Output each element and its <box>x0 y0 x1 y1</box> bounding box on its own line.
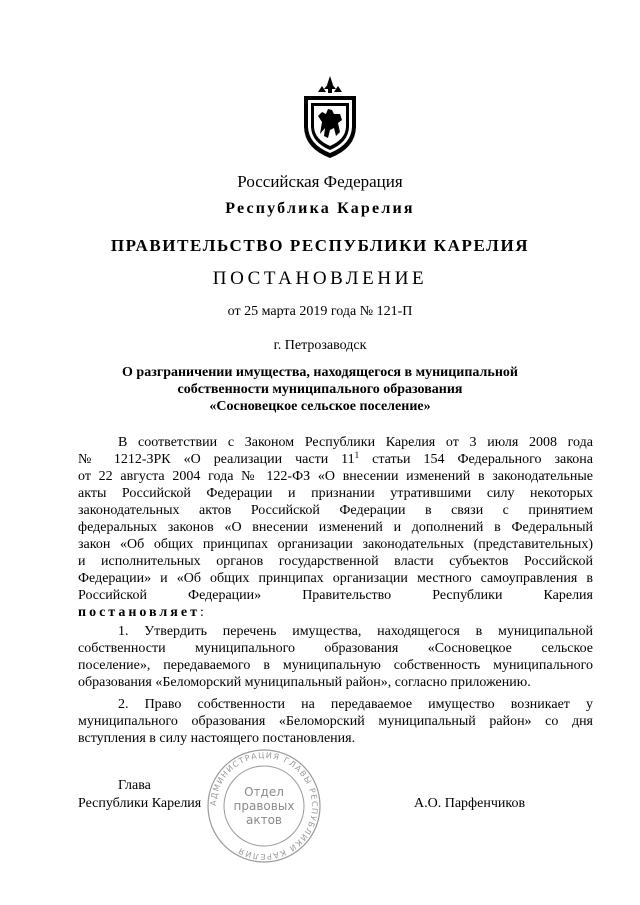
text-line: образования «Беломорский муниципальный район», согласно приложению. <box>78 675 531 690</box>
coat-of-arms-emblem <box>298 76 362 160</box>
text-line: федеральных законов «О внесении изменений и дополнений в Федеральный <box>78 520 593 535</box>
resolves-word: постановляет <box>78 605 200 620</box>
federation-heading: Российская Федерация <box>237 172 403 191</box>
document-city: г. Петрозаводск <box>273 338 367 353</box>
government-heading: ПРАВИТЕЛЬСТВО РЕСПУБЛИКИ КАРЕЛИЯ <box>110 236 530 255</box>
item-1-paragraph <box>78 623 593 691</box>
svg-text:Отдел: Отдел <box>244 785 284 799</box>
title-line: собственности муниципального образования <box>177 382 463 397</box>
svg-text:актов: актов <box>245 813 283 827</box>
preamble-paragraph <box>78 434 593 621</box>
text-line: 2. Право собственности на передаваемое имущество возникает у <box>118 697 593 712</box>
republic-heading: Республика Карелия <box>225 200 415 217</box>
title-line: «Сосновецкое сельское поселение» <box>209 399 431 414</box>
svg-text:АДМИНИСТРАЦИЯ ГЛАВЫ РЕСПУБЛИКИ: АДМИНИСТРАЦИЯ ГЛАВЫ РЕСПУБЛИКИ КАРЕЛИЯ <box>208 750 320 862</box>
text-line: собственности муниципального образования «Сосновецкое сельское <box>78 641 593 656</box>
text-line: 1. Утвердить перечень имущества, находящегося в муниципальной <box>118 624 593 639</box>
text-line: Федерации» и «Об общих принципах организации местного самоуправления в <box>78 571 593 586</box>
text-line: В соответствии с Законом Республики Карелия от 3 июля 2008 года <box>118 435 593 450</box>
signature-title-line1: Глава <box>118 778 151 793</box>
document-date-number: от 25 марта 2019 года № 121-П <box>227 304 413 319</box>
signature-title-line2: Республики Карелия <box>78 796 202 811</box>
text-line: Российской Федерации» Правительство Республики Карелия <box>78 588 593 603</box>
text-line: поселение», передаваемого в муниципальную собственность муниципального <box>78 658 593 673</box>
signatory-name: А.О. Парфенчиков <box>414 796 526 811</box>
item-2-paragraph <box>78 696 593 747</box>
superscript: 1 <box>354 450 360 460</box>
document-title <box>0 364 640 415</box>
text-line: вступления в силу настоящего постановления. <box>78 731 356 746</box>
text-line: муниципального образования «Беломорский муниципальный район» со дня <box>78 714 593 729</box>
legal-department-stamp <box>204 746 324 866</box>
document-type: ПОСТАНОВЛЕНИЕ <box>212 268 428 289</box>
text-line: законодательных актов Российской Федерации в связи с принятием <box>78 503 593 518</box>
resolves-line: постановляет: <box>78 605 204 620</box>
text-line: закон «Об общих принципах организации законодательных (представительных) <box>78 537 593 552</box>
svg-text:правовых: правовых <box>233 799 295 813</box>
text-line: № 1212-ЗРК «О реализации части $11^1$ статьи 154 Федерального закона <box>78 450 594 467</box>
text-line: акты Российской Федерации и признании утратившими силу некоторых <box>78 486 593 501</box>
text-line: и исполнительных органов государственной власти субъектов Российской <box>78 554 593 569</box>
title-line: О разграничении имущества, находящегося в муниципальной <box>122 365 518 380</box>
text-line: от 22 августа 2004 года № 122-ФЗ «О внесении изменений в законодательные <box>78 469 593 484</box>
